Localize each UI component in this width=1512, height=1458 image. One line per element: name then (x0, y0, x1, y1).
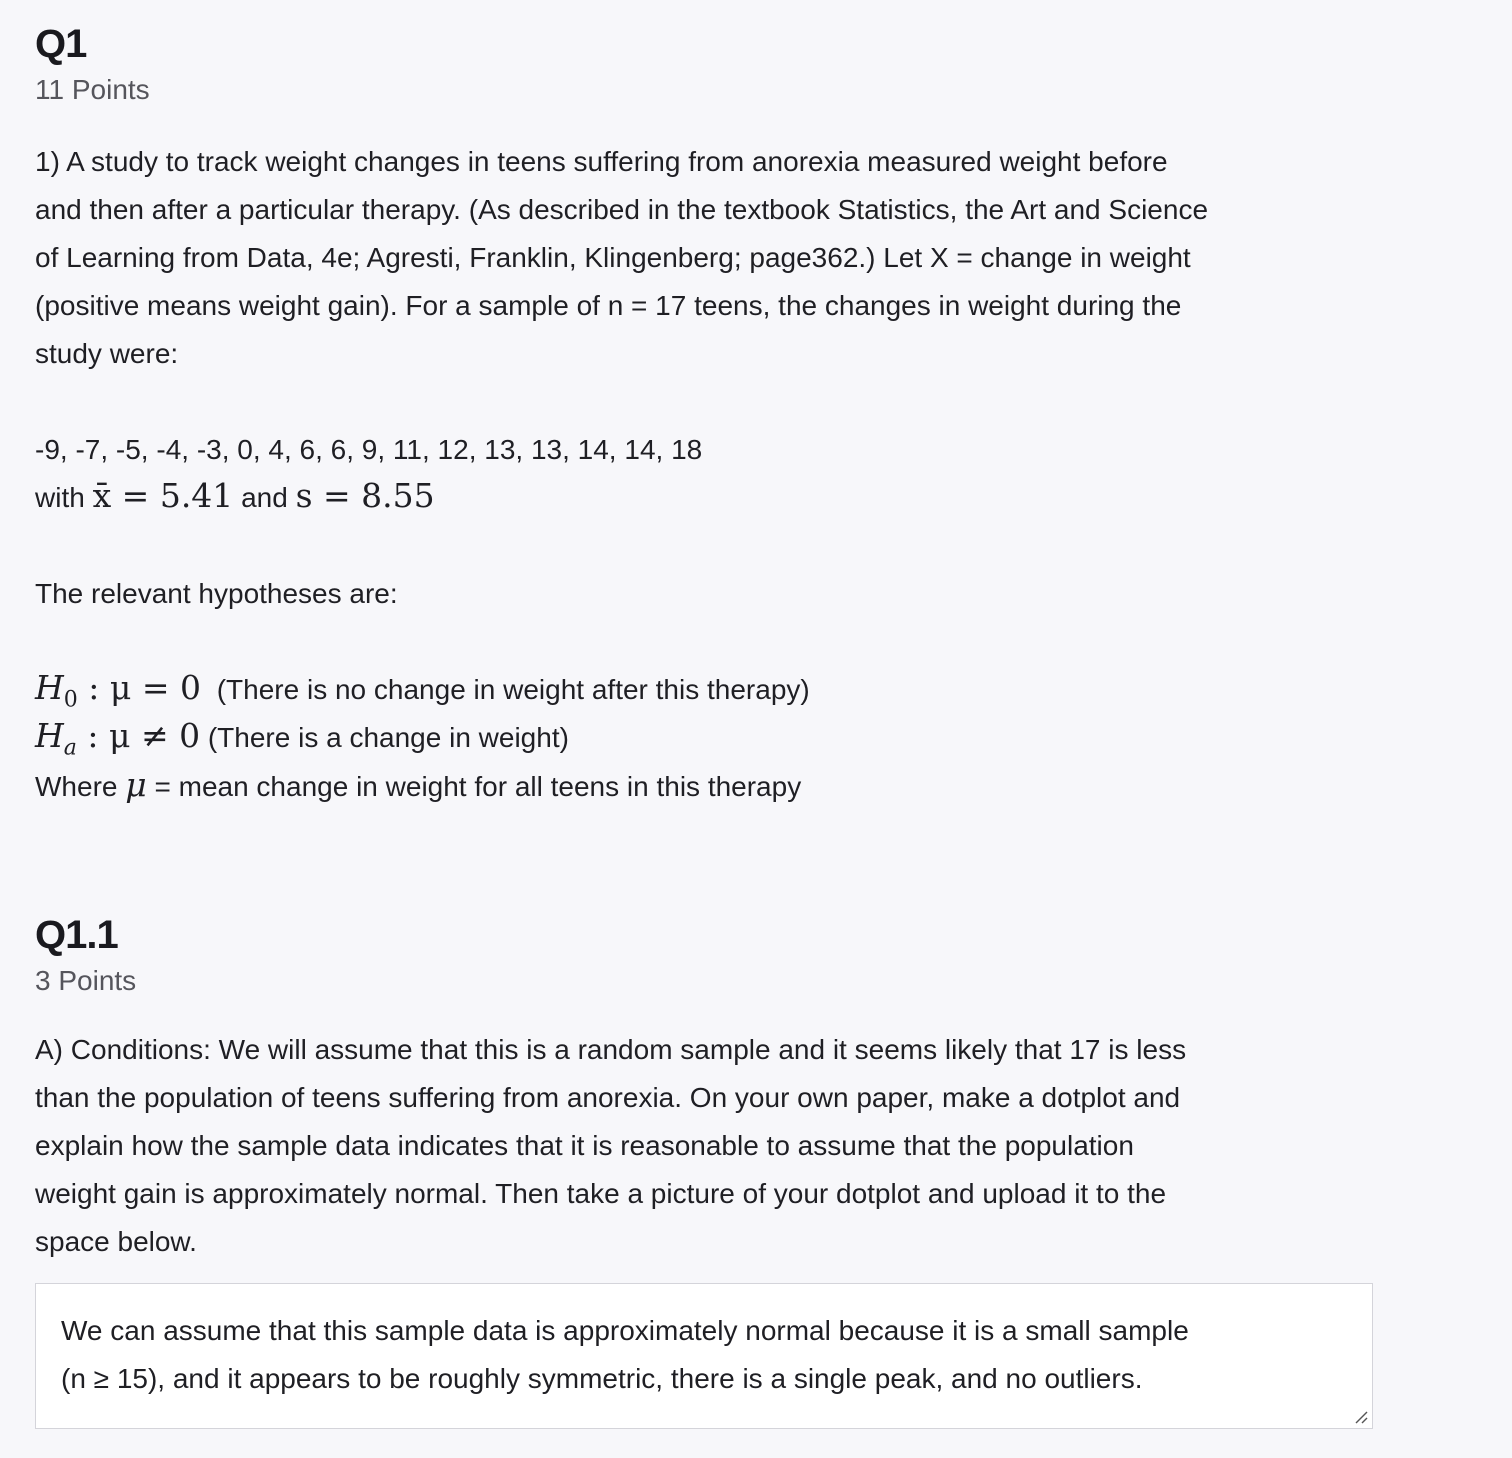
q1-1-prompt-line: weight gain is approximately normal. Then take a picture of your dotplot and upload it to the (35, 1178, 1167, 1209)
q1-1-title: Q1.1 (35, 913, 118, 957)
ha-rest: : μ ≠ 0 (76, 716, 201, 755)
h0-var: H (35, 668, 64, 707)
stats-and: and (241, 482, 288, 513)
ha-var: H (35, 716, 64, 755)
resize-handle-icon[interactable] (1354, 1410, 1368, 1424)
stats-with: with (35, 482, 85, 513)
q1-intro-line: (positive means weight gain). For a sample of n = 17 teens, the changes in weight during the (35, 290, 1182, 321)
h0-line (35, 664, 810, 714)
stats-sd: s = 8.55 (295, 476, 435, 515)
q1-1-prompt-line: A) Conditions: We will assume that this is a random sample and it seems likely that 17 is less (35, 1034, 1187, 1065)
where-text: = mean change in weight for all teens in this therapy (154, 771, 802, 802)
q1-header (35, 24, 150, 104)
ha-text: (There is a change in weight) (207, 722, 569, 753)
hypotheses-label: The relevant hypotheses are: (35, 578, 398, 609)
answer-line: (n ≥ 15), and it appears to be roughly symmetric, there is a single peak, and no outliers. (61, 1363, 1143, 1394)
q1-data-values: -9, -7, -5, -4, -3, 0, 4, 6, 6, 9, 11, 12, 13, 13, 14, 14, 18 (35, 434, 703, 465)
where-prefix: Where (35, 771, 118, 802)
q1-points: 11 Points (35, 74, 150, 105)
stats-mean: x̄ = 5.41 (92, 476, 234, 515)
h0-math (35, 668, 201, 713)
h0-text: (There is no change in weight after this therapy) (216, 674, 810, 705)
q1-intro (35, 138, 1375, 378)
h0-rest: : μ = 0 (77, 668, 201, 707)
q1-title: Q1 (35, 22, 87, 66)
q1-1-prompt (35, 1026, 1375, 1266)
q1-1-prompt-line: explain how the sample data indicates that it is reasonable to assume that the population (35, 1130, 1134, 1161)
q1-1-points: 3 Points (35, 965, 137, 996)
q1-intro-line: of Learning from Data, 4e; Agresti, Franklin, Klingenberg; page362.) Let X = change in weight (35, 242, 1191, 273)
ha-sub: a (63, 735, 77, 761)
q1-intro-line: 1) A study to track weight changes in teens suffering from anorexia measured weight before (35, 146, 1168, 177)
where-line (35, 761, 801, 811)
q1-1-header (35, 915, 136, 995)
answer-textarea[interactable] (35, 1283, 1373, 1429)
q1-1-prompt-line: space below. (35, 1226, 197, 1257)
q1-stats-line (35, 472, 435, 522)
q1-intro-line: study were: (35, 338, 179, 369)
where-mu: μ (125, 765, 147, 804)
h0-sub: 0 (63, 687, 78, 713)
answer-line: We can assume that this sample data is approximately normal because it is a small sample (61, 1315, 1189, 1346)
q1-1-prompt-line: than the population of teens suffering from anorexia. On your own paper, make a dotplot and (35, 1082, 1181, 1113)
ha-line (35, 712, 569, 762)
q1-intro-line: and then after a particular therapy. (As described in the textbook Statistics, the Art and Science (35, 194, 1209, 225)
ha-math (35, 716, 201, 761)
